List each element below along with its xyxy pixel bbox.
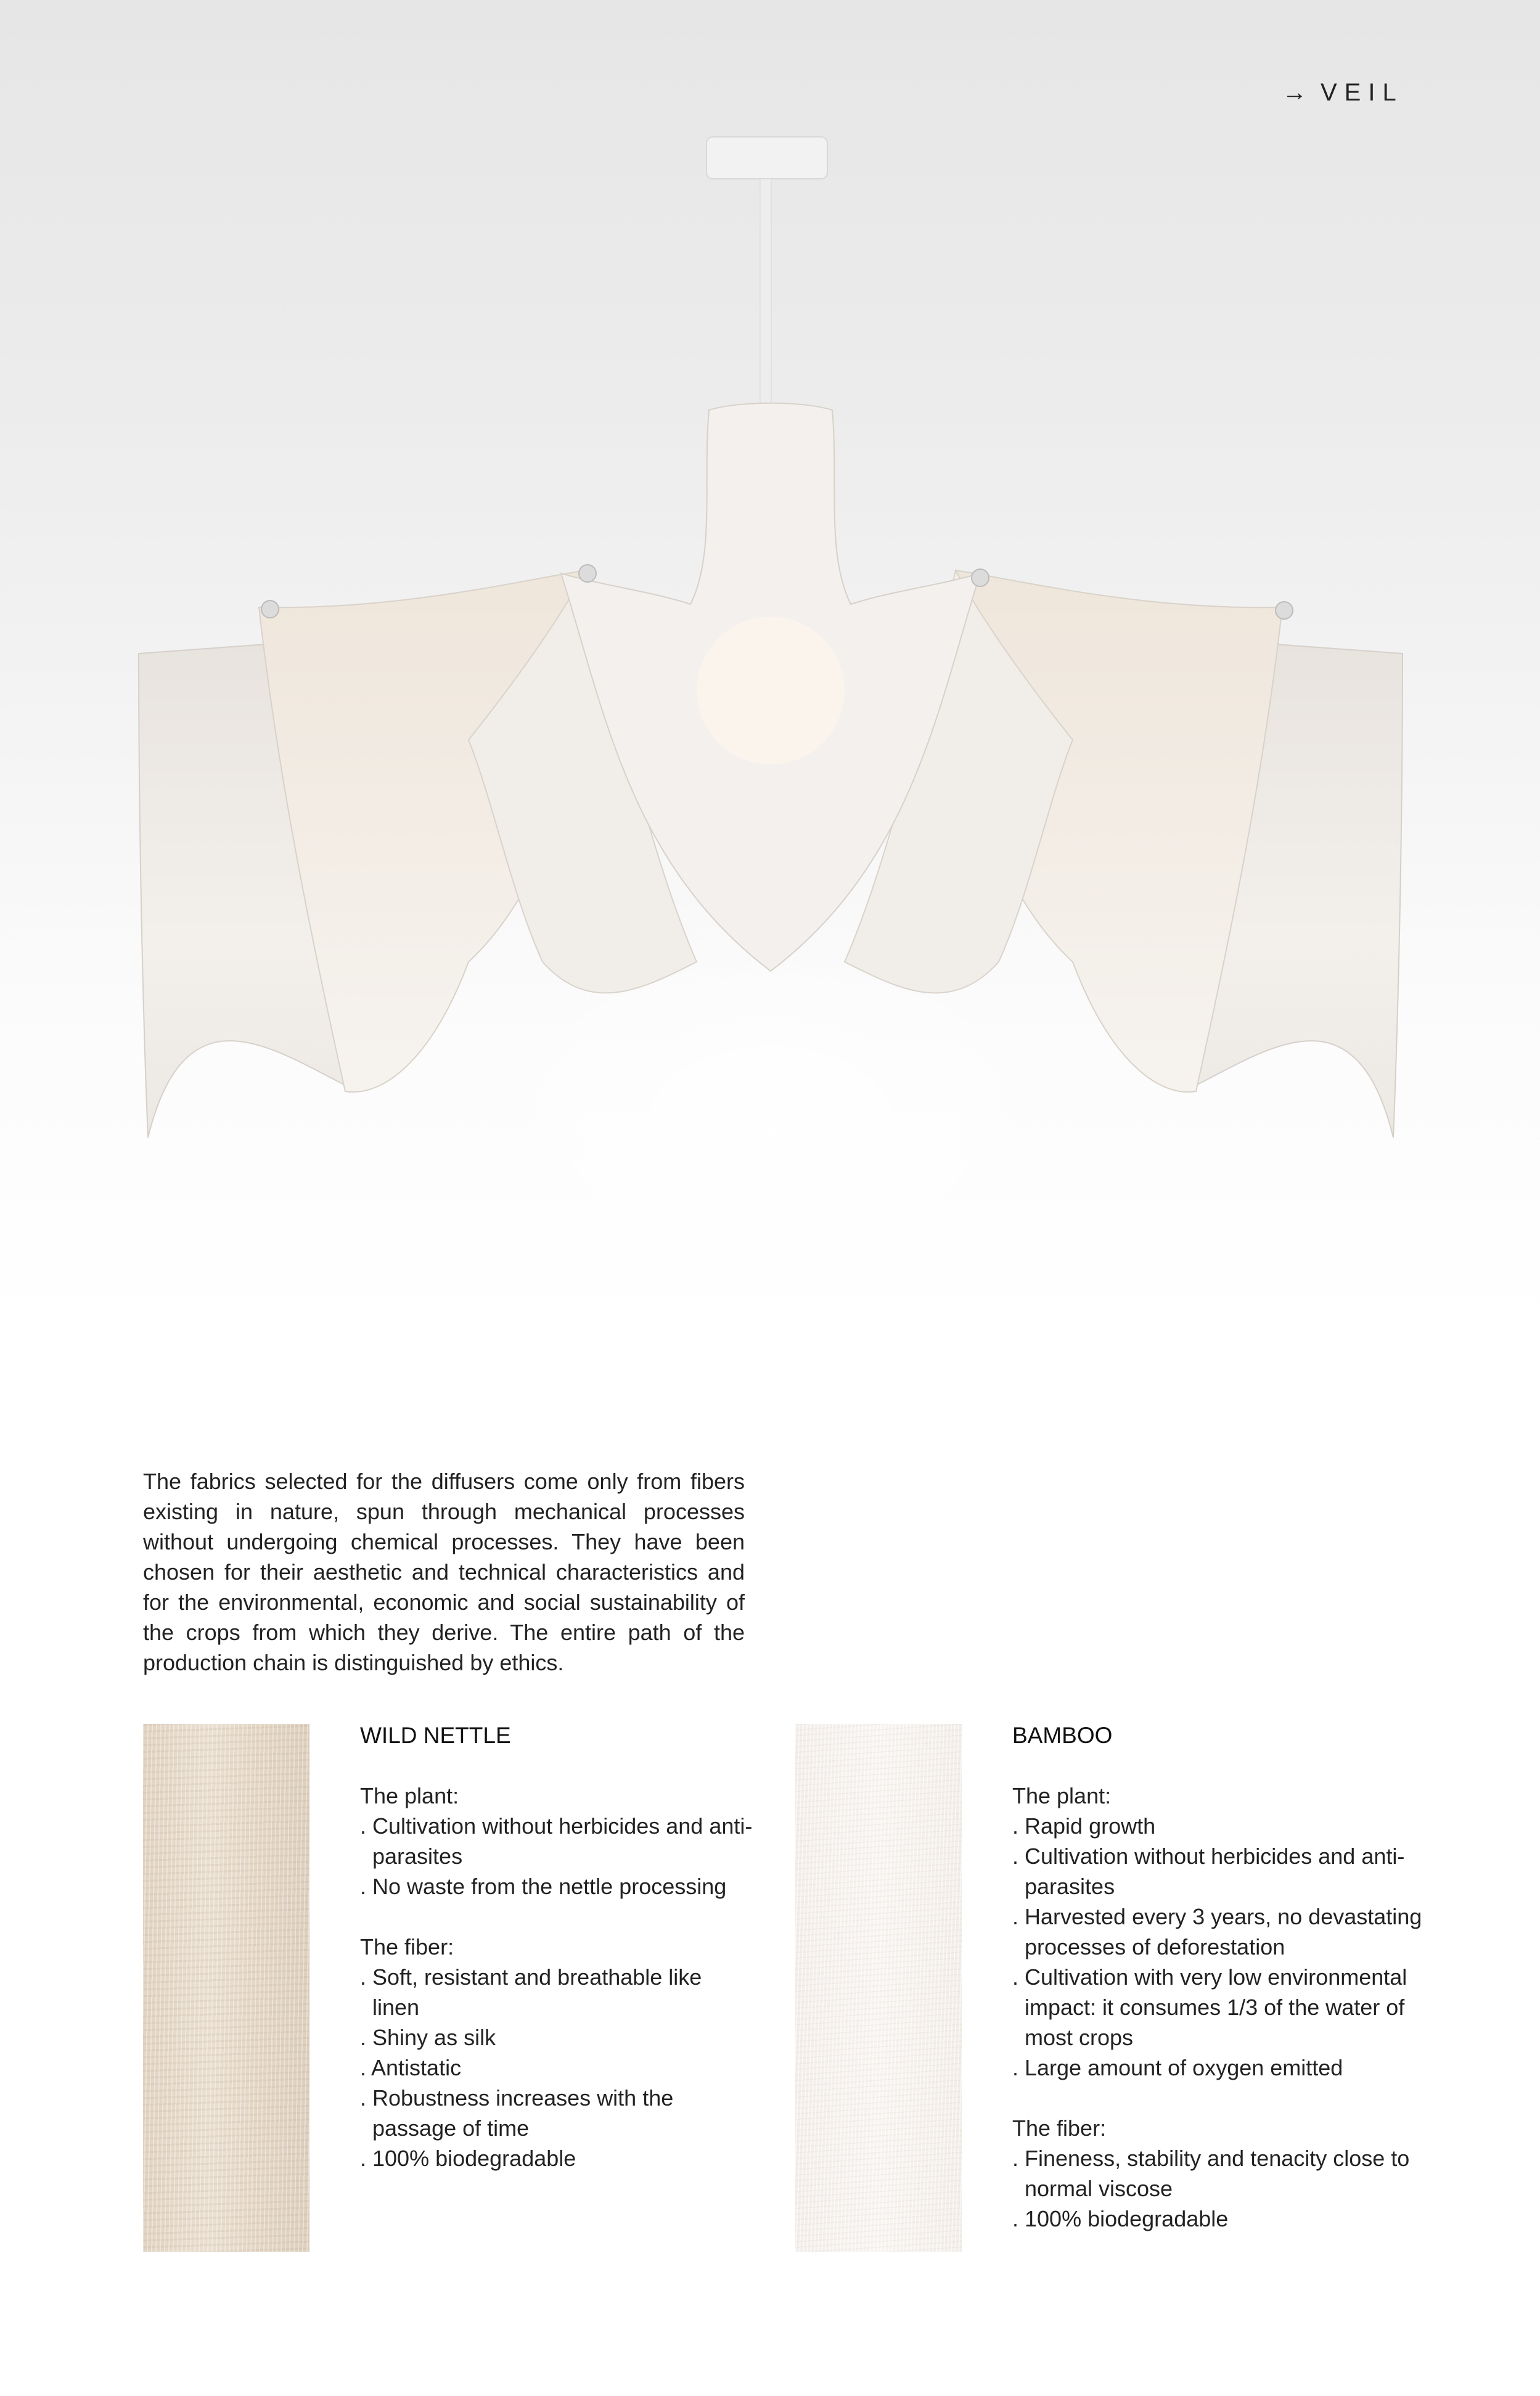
material-title: BAMBOO (1012, 1723, 1113, 1748)
lamp-stem (760, 179, 771, 407)
list-item: . Fineness, stability and tenacity close to normal viscose (1012, 2146, 1410, 2201)
list-item: . Cultivation without herbicides and anti-parasites (1012, 1844, 1405, 1899)
bamboo-description (1012, 1720, 1444, 2234)
list-item: . Large amount of oxygen emitted (1012, 2055, 1343, 2080)
material-title: WILD NETTLE (360, 1723, 511, 1748)
wild-nettle-description (360, 1720, 755, 2173)
intro-paragraph: The fabrics selected for the diffusers come only from fibers existing in nature, spun through mechanical processes without undergoing chemical processes. They have been chosen for their aesthetic and technical characteristics and for the environmental, economic and social sustainability of the crops from which they derive. The entire path of the production chain is distinguished by ethics. (143, 1469, 745, 1675)
list-item: . Cultivation with very low environmental impact: it consumes 1/3 of the water of most crops (1012, 1964, 1407, 2050)
list-item: . Cultivation without herbicides and anti-parasites (360, 1813, 753, 1869)
list-item: . Robustness increases with the passage of time (360, 2085, 674, 2141)
fiber-heading: The fiber: (1012, 2115, 1107, 2141)
list-item: . 100% biodegradable (360, 2146, 576, 2171)
list-item: . Antistatic (360, 2055, 462, 2080)
ceiling-canopy (707, 137, 827, 179)
list-item: . Soft, resistant and breathable like linen (360, 1964, 702, 2020)
bamboo-fabric-swatch (795, 1724, 962, 2252)
list-item: . Rapid growth (1012, 1813, 1156, 1839)
list-item: . Harvested every 3 years, no devastating processes of deforestation (1012, 1904, 1422, 1959)
arrow-right-icon: → (1282, 79, 1307, 106)
wild-nettle-fabric-swatch (143, 1724, 309, 2252)
section-label: VEIL (1321, 79, 1404, 106)
list-item: . 100% biodegradable (1012, 2206, 1229, 2231)
plant-heading: The plant: (360, 1783, 459, 1808)
knob-4 (1276, 602, 1293, 619)
knob-2 (579, 565, 596, 582)
knob-3 (972, 569, 989, 586)
list-item: . Shiny as silk (360, 2025, 496, 2050)
fiber-heading: The fiber: (360, 1934, 454, 1959)
list-item: . No waste from the nettle processing (360, 1874, 727, 1899)
knob-1 (261, 601, 279, 618)
section-nav-link[interactable] (1282, 79, 1404, 107)
plant-heading: The plant: (1012, 1783, 1112, 1808)
